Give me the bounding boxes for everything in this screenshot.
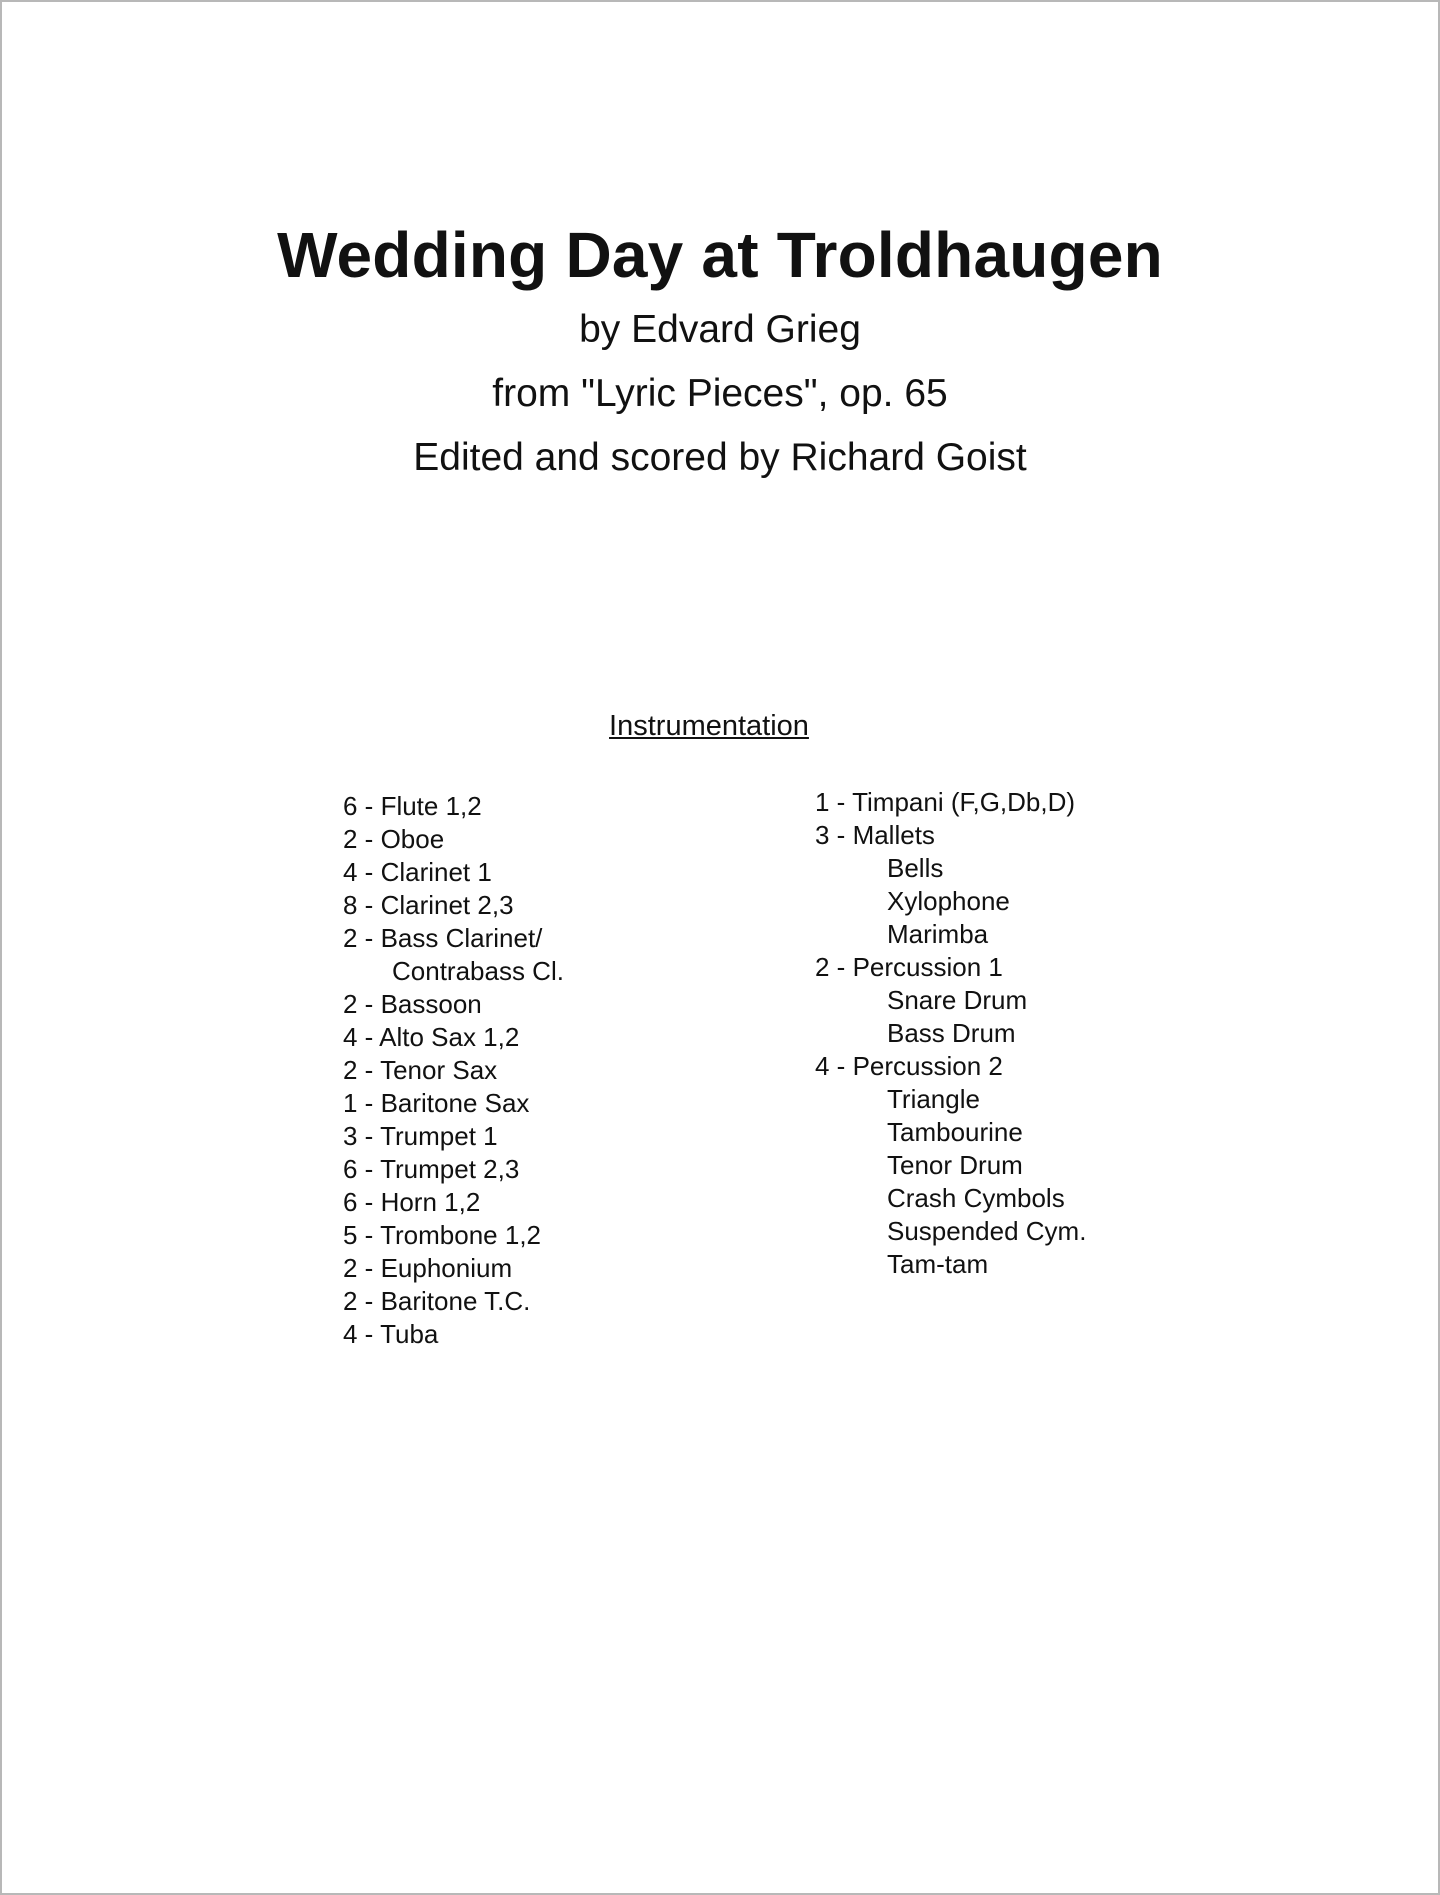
instrument-subitem: Bass Drum (887, 1018, 1016, 1048)
instrument-item: 1 - Baritone Sax (343, 1088, 530, 1118)
instrumentation-heading: Instrumentation (609, 710, 809, 742)
instrument-item: 5 - Trombone 1,2 (343, 1220, 541, 1250)
instrument-item: Contrabass Cl. (392, 956, 564, 986)
instrument-subitem: Bells (887, 853, 944, 883)
instrument-item: 6 - Horn 1,2 (343, 1187, 481, 1217)
instrument-item: 6 - Flute 1,2 (343, 791, 482, 821)
instrument-item: 2 - Percussion 1 (815, 952, 1003, 982)
composer-line: by Edvard Grieg (579, 308, 861, 351)
source-line: from "Lyric Pieces", op. 65 (492, 372, 948, 415)
instrument-list-left (343, 790, 564, 1351)
instrument-subitem: Xylophone (887, 886, 1010, 916)
instrument-subitem: Tam-tam (887, 1249, 989, 1279)
instrument-subitem: Tambourine (887, 1117, 1023, 1147)
instrument-subitem: Suspended Cym. (887, 1216, 1087, 1246)
instrument-item: 1 - Timpani (F,G,Db,D) (815, 787, 1076, 817)
instrument-subitem: Marimba (887, 919, 989, 949)
editor-line: Edited and scored by Richard Goist (413, 436, 1027, 479)
instrument-item: 2 - Oboe (343, 824, 445, 854)
instrument-item: 2 - Baritone T.C. (343, 1286, 531, 1316)
instrument-item: 8 - Clarinet 2,3 (343, 890, 514, 920)
page-title: Wedding Day at Troldhaugen (277, 219, 1163, 291)
instrument-item: 3 - Mallets (815, 820, 935, 850)
instrument-subitem: Tenor Drum (887, 1150, 1023, 1180)
instrument-item: 2 - Bass Clarinet/ (343, 923, 543, 953)
instrument-subitem: Triangle (887, 1084, 980, 1114)
instrument-item: 4 - Alto Sax 1,2 (343, 1022, 520, 1052)
instrument-item: 2 - Euphonium (343, 1253, 513, 1283)
instrument-item: 4 - Clarinet 1 (343, 857, 492, 887)
instrument-item: 2 - Tenor Sax (343, 1055, 498, 1085)
instrument-item: 3 - Trumpet 1 (343, 1121, 498, 1151)
instrument-item: 6 - Trumpet 2,3 (343, 1154, 520, 1184)
instrument-list-right (815, 786, 1086, 1281)
instrument-item: 4 - Percussion 2 (815, 1051, 1003, 1081)
instrument-item: 4 - Tuba (343, 1319, 439, 1349)
instrument-subitem: Snare Drum (887, 985, 1028, 1015)
instrument-item: 2 - Bassoon (343, 989, 482, 1019)
instrument-subitem: Crash Cymbols (887, 1183, 1065, 1213)
